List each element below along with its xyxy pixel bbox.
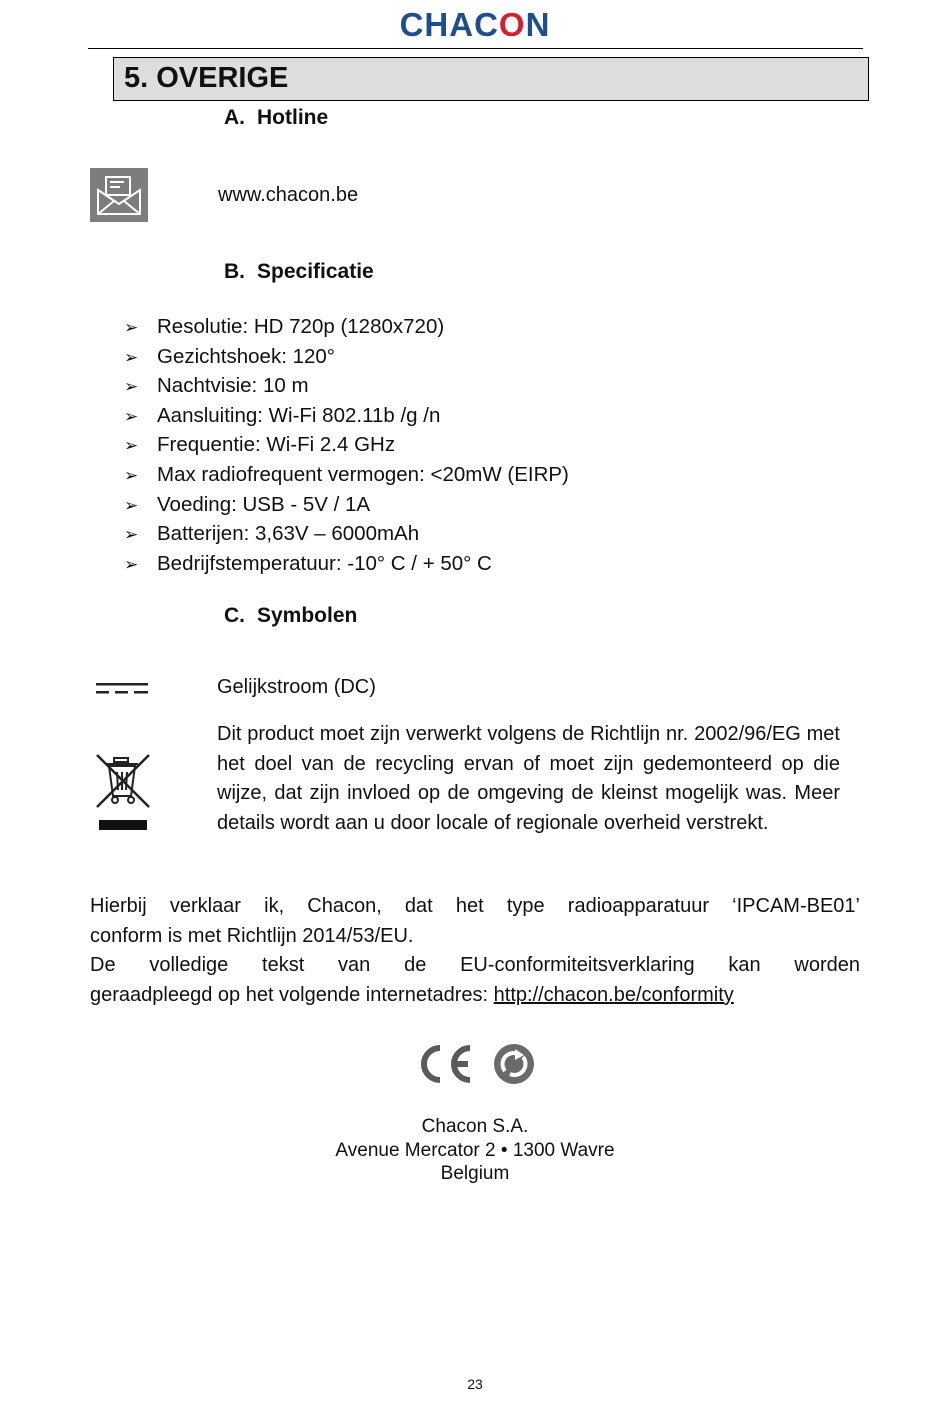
green-dot-icon	[494, 1044, 534, 1084]
spec-item-text: Resolutie: HD 720p (1280x720)	[157, 315, 445, 338]
declaration-line	[90, 981, 860, 1011]
hotline-url[interactable]: www.chacon.be	[218, 184, 359, 206]
list-item	[124, 401, 569, 431]
bullet-arrow-icon: ➢	[124, 465, 139, 485]
spec-item-text: Bedrijfstemperatuur: -10° C / + 50° C	[157, 551, 492, 575]
bullet-arrow-icon: ➢	[124, 436, 139, 456]
certification-marks	[414, 1038, 538, 1090]
spec-list	[124, 312, 569, 578]
spec-item-text: Gezichtshoek: 120°	[157, 344, 335, 368]
bullet-arrow-icon: ➢	[124, 554, 139, 574]
spec-heading-num: B.	[224, 260, 245, 283]
declaration-line: conform is met Richtlijn 2014/53/EU.	[90, 924, 414, 947]
list-item	[124, 549, 569, 579]
hotline-heading-label: Hotline	[257, 106, 329, 129]
spec-item-text: Voeding: USB - 5V / 1A	[157, 492, 371, 516]
declaration-line: De volledige tekst van de EU-conformiteitsverklaring kan worden	[90, 954, 860, 977]
section-title: 5. OVERIGE	[124, 62, 289, 94]
declaration-line: Hierbij verklaar ik, Chacon, dat het type radioapparatuur ‘IPCAM-BE01’	[90, 895, 860, 917]
list-item	[124, 430, 569, 460]
conformity-link[interactable]: http://chacon.be/conformity	[493, 983, 734, 1006]
crossed-bin-icon	[94, 752, 154, 834]
company-name: Chacon S.A.	[421, 1116, 529, 1137]
dc-current-icon	[96, 682, 148, 696]
header-divider	[88, 48, 863, 49]
spec-heading	[224, 260, 374, 284]
list-item	[124, 312, 569, 342]
bullet-arrow-icon: ➢	[124, 525, 139, 545]
list-item	[124, 490, 569, 520]
bullet-arrow-icon: ➢	[124, 495, 139, 515]
conformity-declaration	[90, 892, 860, 1010]
page-number: 23	[467, 1376, 483, 1392]
spec-heading-label: Specificatie	[257, 260, 374, 283]
declaration-link-prefix: geraadpleegd op het volgende internetadres:	[90, 983, 494, 1006]
list-item	[124, 519, 569, 549]
spec-item-text: Frequentie: Wi-Fi 2.4 GHz	[157, 433, 396, 457]
mail-icon	[90, 168, 148, 222]
spec-item-text: Nachtvisie: 10 m	[157, 374, 309, 398]
ce-mark-icon	[424, 1048, 470, 1080]
bullet-arrow-icon: ➢	[124, 347, 139, 367]
dc-label: Gelijkstroom (DC)	[217, 676, 376, 698]
logo-text-prefix: CHAC	[399, 6, 499, 43]
bullet-arrow-icon: ➢	[124, 377, 139, 397]
bullet-arrow-icon: ➢	[124, 318, 139, 337]
hotline-heading-num: A.	[224, 106, 245, 129]
company-country: Belgium	[440, 1163, 510, 1184]
logo-text-suffix: N	[525, 6, 551, 43]
list-item	[124, 342, 569, 372]
symbols-heading-num: C.	[224, 604, 245, 627]
spec-item-text: Max radiofrequent vermogen: <20mW (EIRP)	[157, 462, 569, 486]
list-item	[124, 460, 569, 490]
spec-item-text: Batterijen: 3,63V – 6000mAh	[157, 522, 420, 546]
logo-ring: O	[498, 6, 526, 43]
hotline-heading	[224, 106, 328, 130]
list-item	[124, 371, 569, 401]
chacon-logo	[0, 6, 950, 44]
company-street: Avenue Mercator 2 • 1300 Wavre	[335, 1140, 615, 1161]
symbols-heading	[224, 604, 357, 628]
bullet-arrow-icon: ➢	[124, 406, 139, 426]
symbols-heading-label: Symbolen	[257, 604, 358, 627]
weee-paragraph: Dit product moet zijn verwerkt volgens de Richtlijn nr. 2002/96/EG met het doel van de recycling ervan of moet zijn gedemonteerd op die wijze, dat zijn invloed op de omgeving de kleinst mogelijk was. Meer details wordt aan u door locale of regionale overheid verstrekt.	[217, 723, 840, 834]
spec-item-text: Aansluiting: Wi-Fi 802.11b /g /n	[157, 403, 441, 427]
